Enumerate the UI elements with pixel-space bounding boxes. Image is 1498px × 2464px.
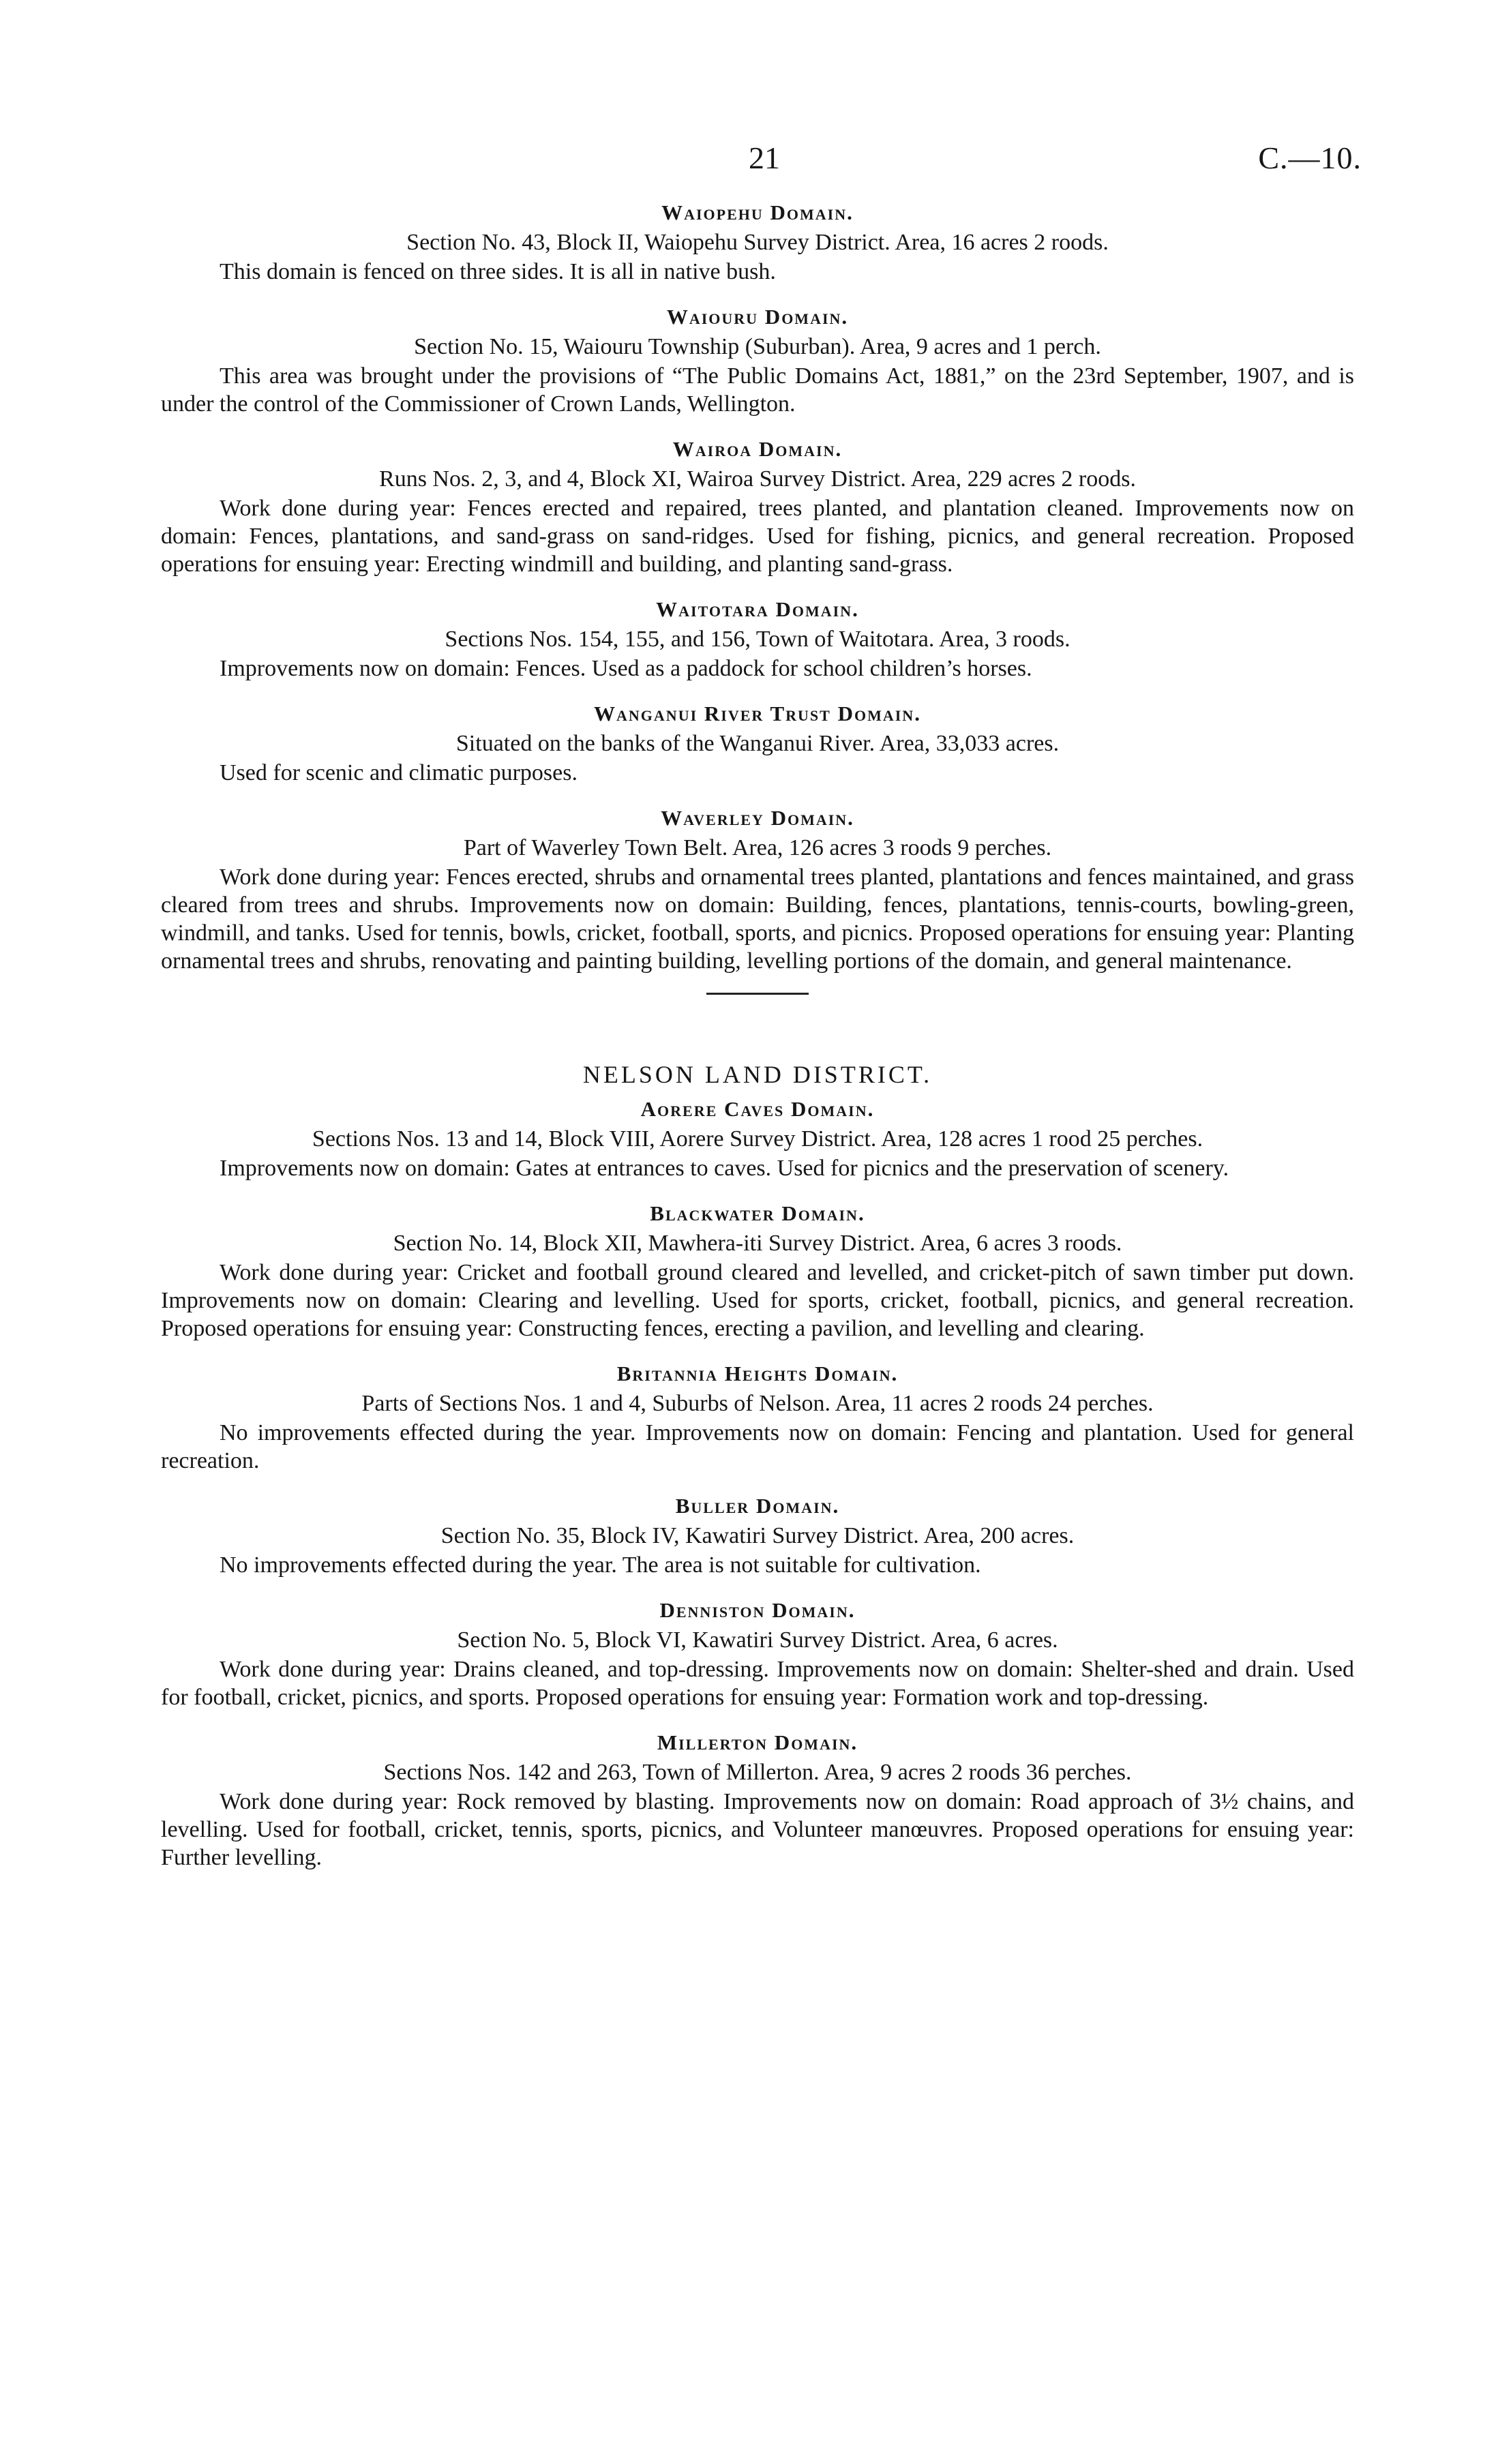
nelson-domains-list [161,1094,1354,1872]
domain-location: Parts of Sections Nos. 1 and 4, Suburbs of Nelson. Area, 11 acres 2 roods 24 perches. [361,1391,1154,1416]
domain-location: Section No. 15, Waiouru Township (Suburban). Area, 9 acres and 1 perch. [414,334,1101,359]
domain-heading: Waiouru Domain. [666,305,849,329]
domain-heading: Wairoa Domain. [672,437,843,461]
domain-description: Work done during year: Rock removed by blasting. Improvements now on domain: Road approach of 3½ chains, and levelling. Used for football, cricket, tennis, sports, picnics, and Volunteer manœuvres. Proposed operations for ensuing year: Further levelling. [161,1789,1354,1870]
domain-heading: Blackwater Domain. [650,1201,865,1225]
domain-entry [161,595,1354,682]
domain-entry [161,1359,1354,1475]
domain-heading: Britannia Heights Domain. [616,1362,899,1385]
domain-description: Improvements now on domain: Fences. Used as a paddock for school children’s horses. [220,656,1032,681]
domain-entry [161,699,1354,787]
domain-heading: Waitotara Domain. [656,597,859,621]
domain-entry [161,302,1354,418]
page-header [0,140,1498,181]
domain-location: Part of Waverley Town Belt. Area, 126 acres 3 roods 9 perches. [463,835,1052,860]
domain-description: This domain is fenced on three sides. It is all in native bush. [220,259,776,284]
domain-heading: Waverley Domain. [661,806,854,830]
domain-description: No improvements effected during the year. The area is not suitable for cultivation. [220,1552,981,1578]
section-divider [706,993,809,995]
domain-location: Situated on the banks of the Wanganui River. Area, 33,033 acres. [455,731,1060,756]
domain-entry [161,198,1354,286]
domain-entry [161,1728,1354,1872]
domain-location: Sections Nos. 13 and 14, Block VIII, Aorere Survey District. Area, 128 acres 1 rood 25 perches. [312,1126,1203,1152]
domain-description: Work done during year: Drains cleaned, and top-dressing. Improvements now on domain: Shelter-shed and drain. Used for football, cricket, picnics, and sports. Proposed operations for ensuing year: Formation work and top-dressing. [161,1657,1354,1710]
domain-heading: Waiopehu Domain. [661,200,854,224]
page-body [161,198,1354,1888]
document-reference: C.—10. [1258,140,1362,175]
domain-entry [161,1199,1354,1342]
domain-entry [161,434,1354,578]
domain-description: Improvements now on domain: Gates at entrances to caves. Used for picnics and the preservation of scenery. [220,1156,1229,1181]
domain-entry [161,1491,1354,1579]
domain-location: Section No. 5, Block VI, Kawatiri Survey District. Area, 6 acres. [457,1627,1058,1653]
domain-location: Sections Nos. 154, 155, and 156, Town of Waitotara. Area, 3 roods. [445,627,1070,652]
domain-description: Work done during year: Cricket and football ground cleared and levelled, and cricket-pitch of sawn timber put down. Improvements now on domain: Clearing and levelling. Used for sports, cricket, football, picnics, and general recreation. Proposed operations for ensuing year: Constructing fences, erecting a pavilion, and levelling and clearing. [161,1260,1354,1341]
district-title: NELSON LAND DISTRICT. [582,1061,933,1088]
domain-description: Work done during year: Fences erected, shrubs and ornamental trees planted, plantations and fences maintained, and grass cleared from trees and shrubs. Improvements now on domain: Building, fences, plantations, tennis-courts, bowling-green, windmill, and tanks. Used for tennis, bowls, cricket, football, sports, and picnics. Proposed operations for ensuing year: Planting ornamental trees and shrubs, renovating and painting building, levelling portions of the domain, and general maintenance. [161,865,1354,974]
domain-location: Section No. 43, Block II, Waiopehu Survey District. Area, 16 acres 2 roods. [406,230,1109,255]
domain-heading: Buller Domain. [675,1494,840,1518]
domain-heading: Wanganui River Trust Domain. [594,702,921,725]
domain-location: Sections Nos. 142 and 263, Town of Millerton. Area, 9 acres 2 roods 36 perches. [383,1760,1132,1785]
domain-entry [161,1094,1354,1182]
domain-description: Work done during year: Fences erected and repaired, trees planted, and plantation cleaned. Improvements now on domain: Fences, plantations, and sand-grass on sand-ridges. Used for fishing, picnics, and general recreation. Proposed operations for ensuing year: Erecting windmill and building, and planting sand-grass. [161,496,1354,577]
page-number: 21 [749,140,780,175]
domain-entry [161,803,1354,975]
domain-heading: Aorere Caves Domain. [640,1097,875,1121]
domain-location: Runs Nos. 2, 3, and 4, Block XI, Wairoa Survey District. Area, 229 acres 2 roods. [379,466,1136,492]
domain-entry [161,1595,1354,1711]
domain-description: No improvements effected during the year. Improvements now on domain: Fencing and plantation. Used for general recreation. [161,1420,1354,1473]
domain-location: Section No. 14, Block XII, Mawhera-iti Survey District. Area, 6 acres 3 roods. [393,1231,1122,1256]
wellington-domains-list [161,198,1354,975]
domain-description: This area was brought under the provisions of “The Public Domains Act, 1881,” on the 23rd September, 1907, and is under the control of the Commissioner of Crown Lands, Wellington. [161,363,1354,417]
domain-location: Section No. 35, Block IV, Kawatiri Survey District. Area, 200 acres. [440,1523,1075,1548]
domain-heading: Denniston Domain. [659,1598,856,1622]
domain-heading: Millerton Domain. [657,1730,858,1754]
domain-description: Used for scenic and climatic purposes. [220,760,578,785]
